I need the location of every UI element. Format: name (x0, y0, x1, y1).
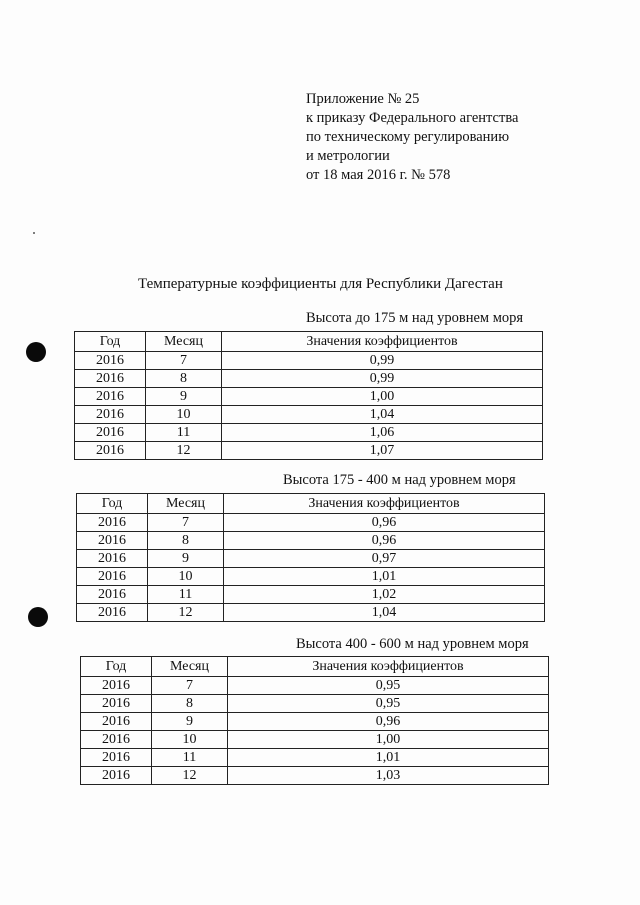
cell-value: 1,04 (222, 406, 543, 424)
header-line-metrology: и метрологии (306, 148, 390, 164)
cell-month: 11 (148, 586, 224, 604)
cell-month: 7 (148, 514, 224, 532)
cell-month: 8 (146, 370, 222, 388)
cell-year: 2016 (75, 406, 146, 424)
cell-year: 2016 (75, 352, 146, 370)
document-title: Температурные коэффициенты для Республики Дагестан (138, 276, 503, 292)
coefficients-table (74, 331, 543, 460)
table-row (81, 749, 549, 767)
table-header-row (77, 494, 545, 514)
coefficients-table (76, 493, 545, 622)
column-header-value: Значения коэффициентов (228, 657, 549, 677)
table-caption: Высота 400 - 600 м над уровнем моря (296, 636, 529, 652)
table-row (75, 388, 543, 406)
cell-value: 1,04 (224, 604, 545, 622)
cell-value: 1,06 (222, 424, 543, 442)
table-row (81, 695, 549, 713)
table-row (77, 514, 545, 532)
table-row (75, 406, 543, 424)
cell-month: 10 (148, 568, 224, 586)
cell-value: 0,99 (222, 370, 543, 388)
cell-year: 2016 (81, 695, 152, 713)
cell-month: 12 (148, 604, 224, 622)
table-row (77, 550, 545, 568)
column-header-month: Месяц (146, 332, 222, 352)
cell-year: 2016 (77, 586, 148, 604)
cell-value: 0,99 (222, 352, 543, 370)
table-row (77, 604, 545, 622)
column-header-year: Год (77, 494, 148, 514)
cell-value: 1,02 (224, 586, 545, 604)
header-line-appendix: Приложение № 25 (306, 91, 420, 107)
punch-hole-bottom (28, 607, 48, 627)
table-header-row (81, 657, 549, 677)
table-row (75, 442, 543, 460)
cell-value: 1,00 (228, 731, 549, 749)
cell-month: 11 (152, 749, 228, 767)
cell-month: 9 (146, 388, 222, 406)
cell-month: 12 (152, 767, 228, 785)
column-header-year: Год (81, 657, 152, 677)
table-row (77, 568, 545, 586)
header-line-agency: по техническому регулированию (306, 129, 510, 145)
column-header-value: Значения коэффициентов (224, 494, 545, 514)
cell-year: 2016 (81, 749, 152, 767)
column-header-value: Значения коэффициентов (222, 332, 543, 352)
table-row (81, 677, 549, 695)
cell-month: 7 (152, 677, 228, 695)
cell-value: 0,95 (228, 695, 549, 713)
cell-year: 2016 (77, 604, 148, 622)
table-row (81, 713, 549, 731)
cell-year: 2016 (77, 568, 148, 586)
table-caption: Высота 175 - 400 м над уровнем моря (283, 472, 516, 488)
cell-year: 2016 (81, 677, 152, 695)
cell-value: 1,01 (228, 749, 549, 767)
table-row (75, 424, 543, 442)
cell-year: 2016 (77, 514, 148, 532)
table-header-row (75, 332, 543, 352)
cell-year: 2016 (75, 370, 146, 388)
cell-year: 2016 (81, 767, 152, 785)
column-header-month: Месяц (148, 494, 224, 514)
column-header-month: Месяц (152, 657, 228, 677)
cell-value: 1,03 (228, 767, 549, 785)
appendix-header (306, 90, 518, 185)
cell-month: 7 (146, 352, 222, 370)
table-row (81, 731, 549, 749)
cell-month: 8 (148, 532, 224, 550)
cell-value: 1,07 (222, 442, 543, 460)
cell-value: 0,95 (228, 677, 549, 695)
scan-speck (33, 232, 35, 234)
cell-month: 12 (146, 442, 222, 460)
table-row (81, 767, 549, 785)
cell-value: 0,97 (224, 550, 545, 568)
punch-hole-top (26, 342, 46, 362)
header-line-date: от 18 мая 2016 г. № 578 (306, 167, 451, 183)
cell-month: 9 (152, 713, 228, 731)
cell-year: 2016 (77, 532, 148, 550)
cell-value: 1,01 (224, 568, 545, 586)
header-line-order: к приказу Федерального агентства (306, 110, 519, 126)
table-row (75, 352, 543, 370)
cell-month: 9 (148, 550, 224, 568)
cell-year: 2016 (75, 388, 146, 406)
cell-value: 0,96 (224, 514, 545, 532)
cell-value: 0,96 (228, 713, 549, 731)
table-row (75, 370, 543, 388)
cell-year: 2016 (81, 713, 152, 731)
cell-month: 11 (146, 424, 222, 442)
column-header-year: Год (75, 332, 146, 352)
table-caption: Высота до 175 м над уровнем моря (306, 310, 524, 326)
cell-month: 8 (152, 695, 228, 713)
cell-year: 2016 (81, 731, 152, 749)
table-row (77, 586, 545, 604)
table-row (77, 532, 545, 550)
cell-year: 2016 (75, 424, 146, 442)
cell-value: 0,96 (224, 532, 545, 550)
cell-year: 2016 (77, 550, 148, 568)
cell-month: 10 (146, 406, 222, 424)
coefficients-table (80, 656, 549, 785)
cell-month: 10 (152, 731, 228, 749)
cell-value: 1,00 (222, 388, 543, 406)
cell-year: 2016 (75, 442, 146, 460)
